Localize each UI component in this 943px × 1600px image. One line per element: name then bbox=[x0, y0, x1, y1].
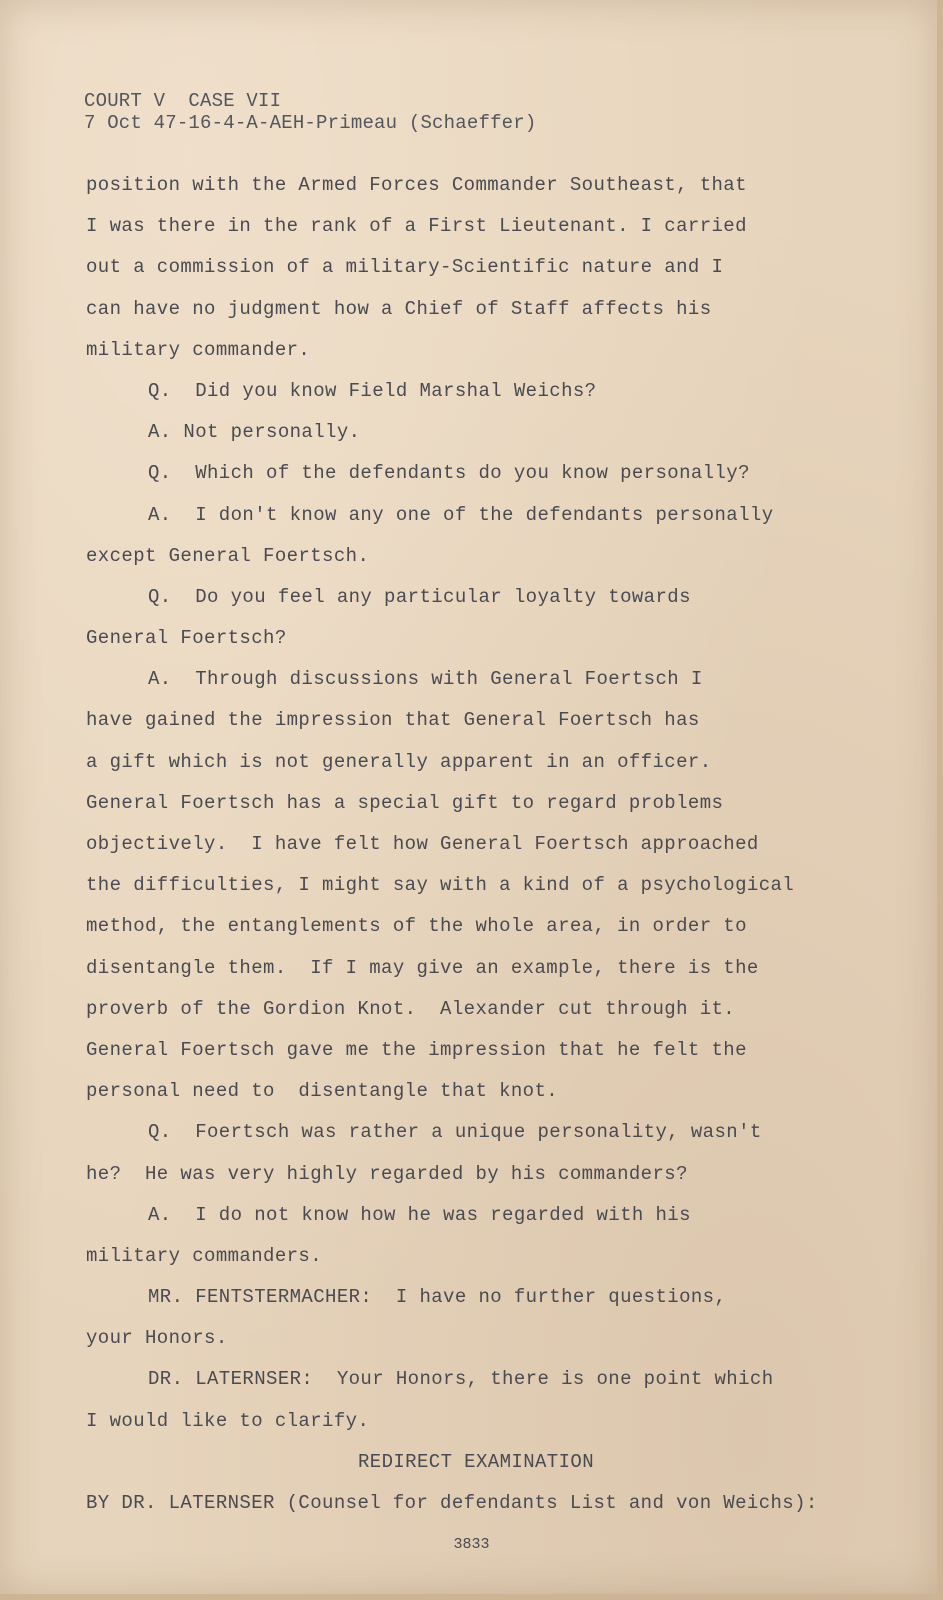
answer-line: A. I do not know how he was regarded with his bbox=[148, 1203, 691, 1226]
text-line: General Foertsch gave me the impression that he felt the bbox=[86, 1038, 747, 1061]
text-line: personal need to disentangle that knot. bbox=[86, 1080, 559, 1103]
text-line: General Foertsch has a special gift to regard problems bbox=[86, 791, 724, 814]
text-line: a gift which is not generally apparent in an officer. bbox=[86, 750, 712, 773]
text-line: have gained the impression that General Foertsch has bbox=[86, 709, 700, 732]
answer-line: A. Not personally. bbox=[148, 421, 361, 444]
text-line: except General Foertsch. bbox=[86, 544, 370, 567]
text-line: out a commission of a military-Scientific nature and I bbox=[86, 256, 724, 279]
question-line: Q. Did you know Field Marshal Weichs? bbox=[148, 379, 597, 402]
text-line: proverb of the Gordion Knot. Alexander cut through it. bbox=[86, 997, 736, 1020]
section-heading: REDIRECT EXAMINATION bbox=[357, 1450, 595, 1473]
examiner-line: BY DR. LATERNSER (Counsel for defendants List and von Weichs): bbox=[86, 1492, 818, 1514]
speaker-line: MR. FENTSTERMACHER: I have no further questions, bbox=[148, 1286, 727, 1309]
answer-line: A. Through discussions with General Foertsch I bbox=[148, 668, 703, 691]
text-line: your Honors. bbox=[86, 1327, 228, 1350]
question-line: Q. Do you feel any particular loyalty towards bbox=[148, 585, 691, 608]
answer-line: A. I don't know any one of the defendants personally bbox=[148, 503, 774, 526]
text-line: military commander. bbox=[86, 338, 311, 361]
text-line: objectively. I have felt how General Foertsch approached bbox=[86, 833, 759, 855]
text-line: position with the Armed Forces Commander Southeast, that bbox=[86, 174, 747, 196]
speaker-line: DR. LATERNSER: Your Honors, there is one point which bbox=[148, 1368, 774, 1391]
text-line: can have no judgment how a Chief of Staff affects his bbox=[86, 297, 712, 320]
text-line: I was there in the rank of a First Lieutenant. I carried bbox=[86, 215, 747, 238]
text-line: the difficulties, I might say with a kind of a psychological bbox=[86, 874, 795, 897]
text-line: disentangle them. If I may give an example, there is the bbox=[86, 956, 759, 979]
text-line: method, the entanglements of the whole area, in order to bbox=[86, 915, 747, 938]
court-case-line: COURT V CASE VII bbox=[84, 90, 282, 112]
session-reference-line: 7 Oct 47-16-4-A-AEH-Primeau (Schaeffer) bbox=[84, 112, 537, 134]
document-header bbox=[84, 90, 536, 134]
question-line: Q. Foertsch was rather a unique personality, wasn't bbox=[148, 1121, 762, 1144]
transcript-body bbox=[86, 165, 866, 1524]
text-line: I would like to clarify. bbox=[86, 1409, 370, 1432]
page-number: 3833 bbox=[453, 1536, 490, 1553]
text-line: military commanders. bbox=[86, 1244, 323, 1267]
text-line: General Foertsch? bbox=[86, 627, 287, 650]
text-line: he? He was very highly regarded by his commanders? bbox=[86, 1162, 688, 1185]
question-line: Q. Which of the defendants do you know personally? bbox=[148, 462, 750, 485]
